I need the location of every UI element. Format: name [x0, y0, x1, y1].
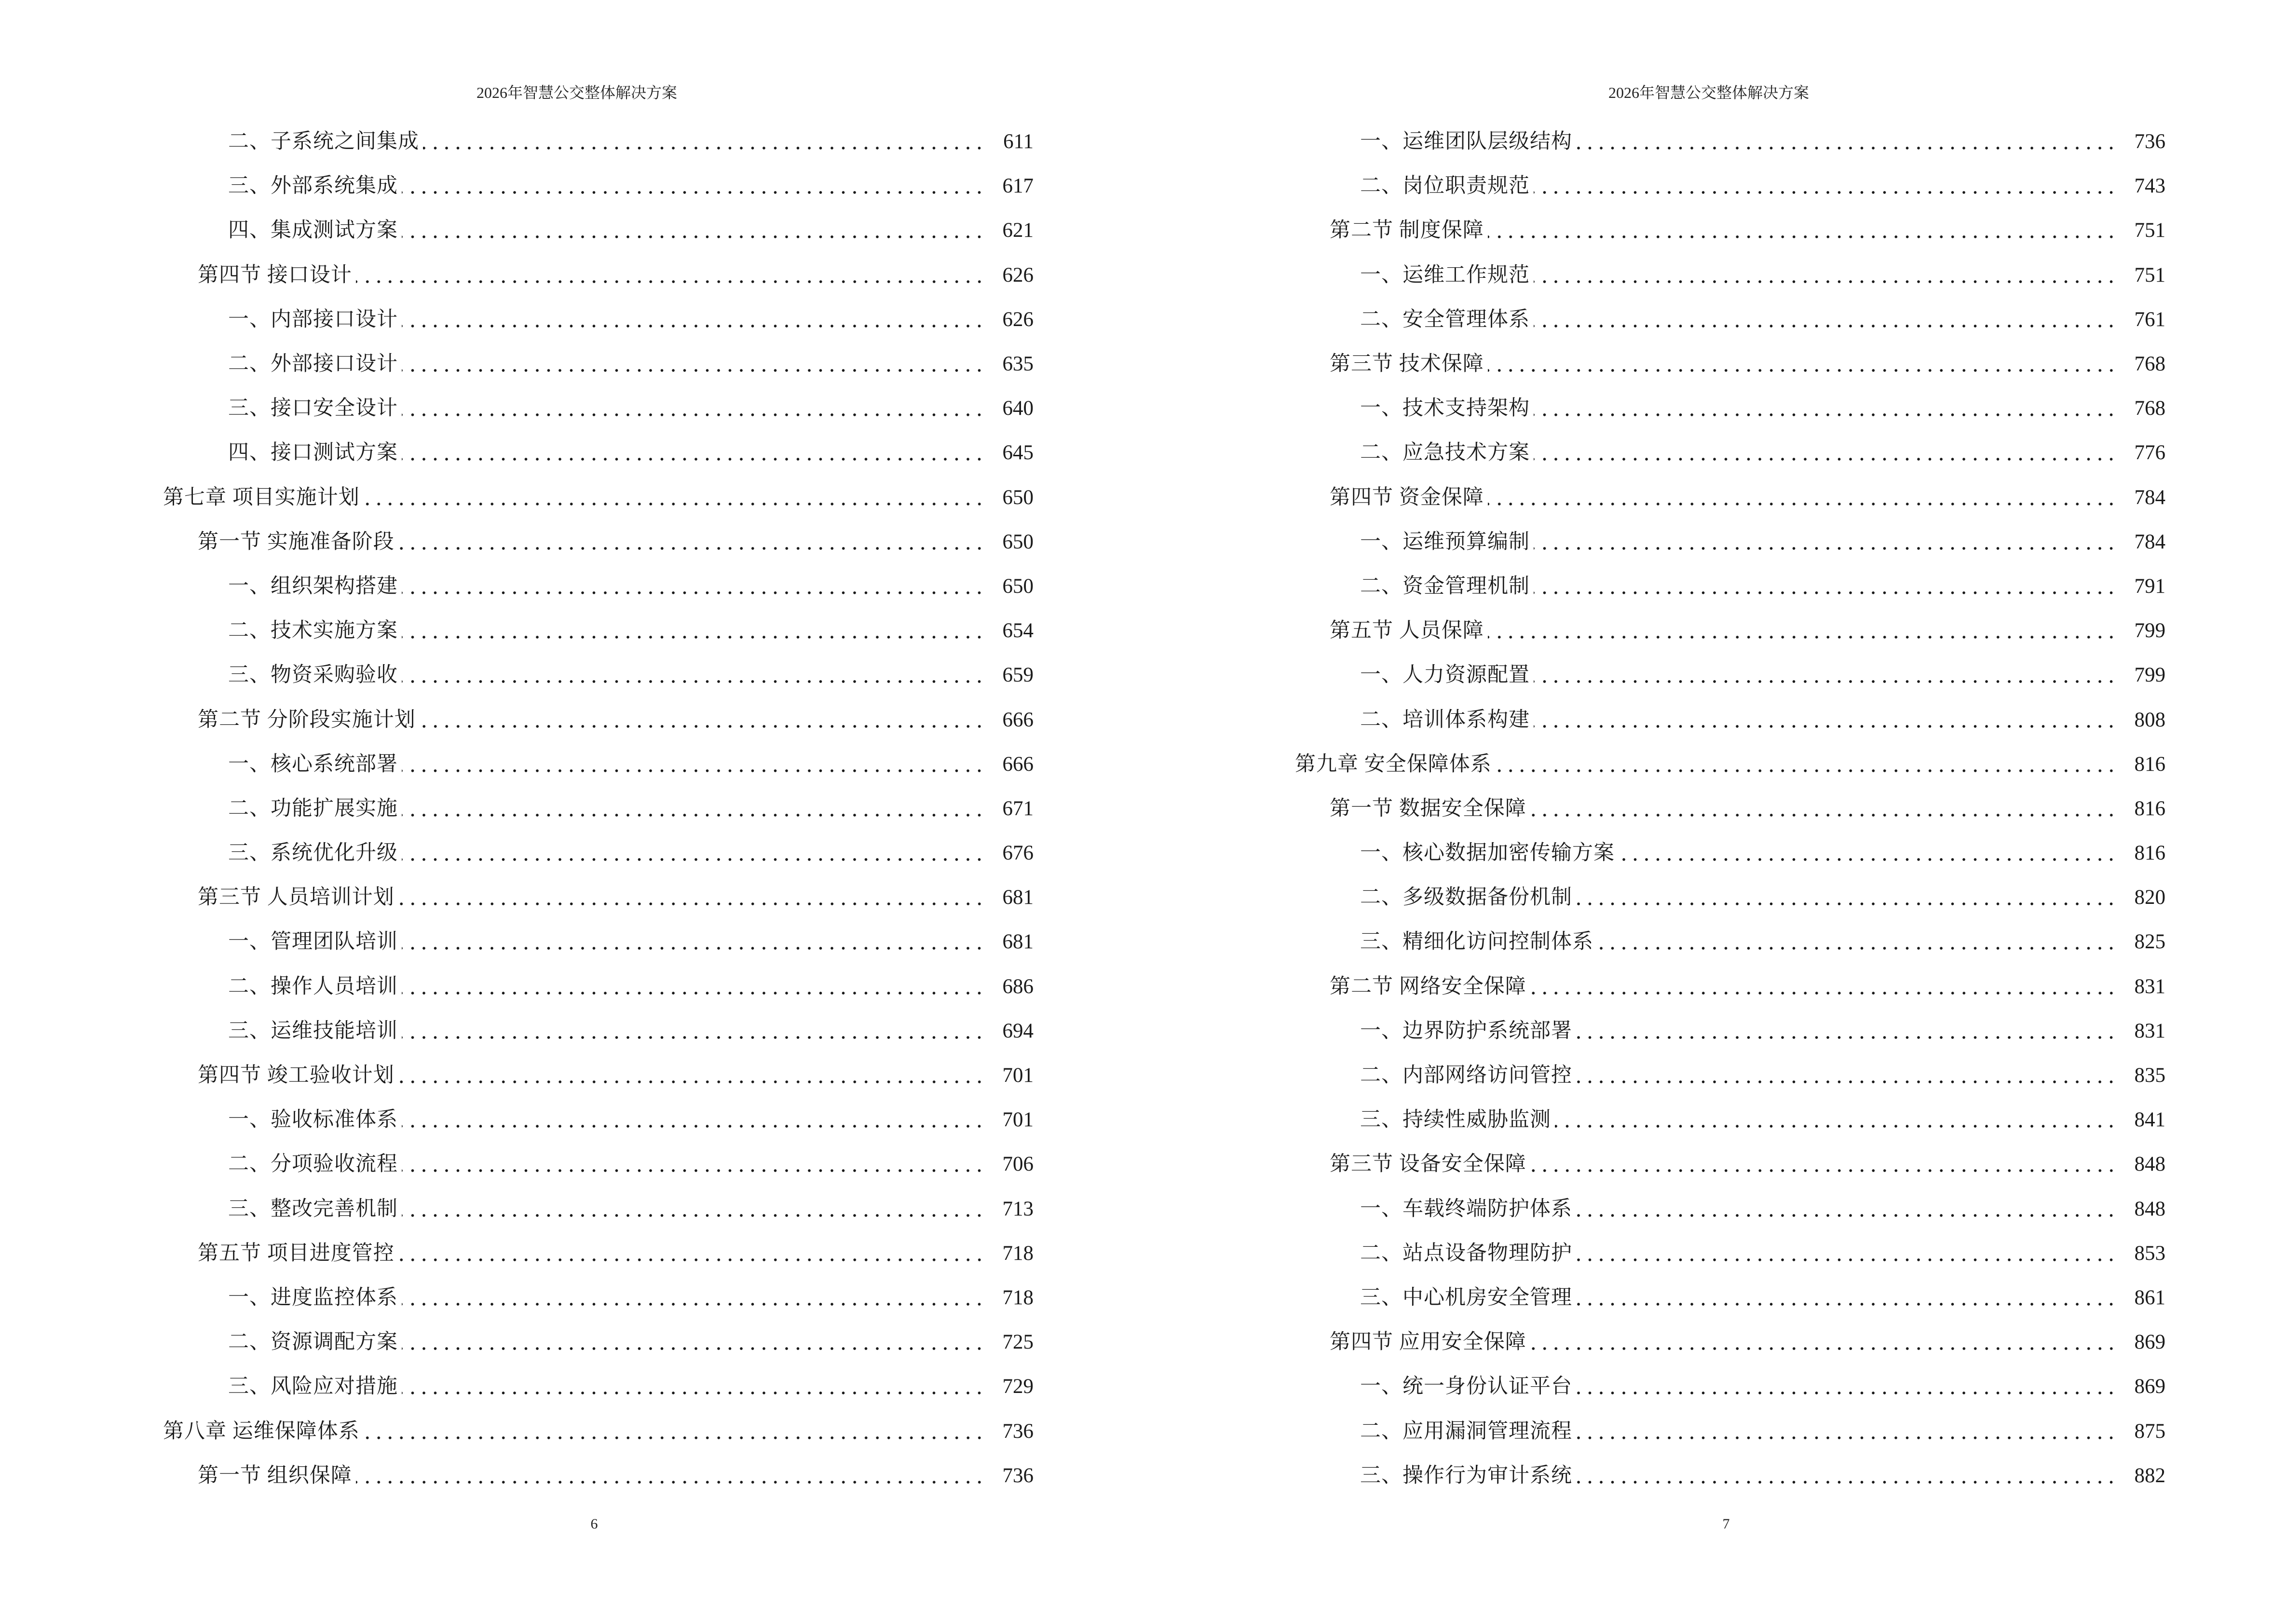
dot-leader: [1534, 661, 2121, 690]
dot-leader: [402, 1283, 989, 1312]
dot-leader: [398, 883, 989, 912]
toc-entry-page-number: 853: [2134, 1242, 2165, 1265]
toc-entry-title: 一、运维团队层级结构: [1360, 130, 1572, 153]
dot-leader: [1534, 572, 2121, 601]
dot-leader: [1488, 216, 2121, 245]
toc-entry-page-number: 718: [1002, 1242, 1034, 1265]
dot-leader: [398, 1239, 989, 1268]
toc-entry-page-number: 713: [1002, 1197, 1034, 1220]
toc-entry-section[interactable]: [0, 697, 1034, 742]
toc-entry-section[interactable]: [0, 1454, 1034, 1498]
toc-entry-title: 第二节 分阶段实施计划: [198, 708, 416, 731]
toc-entry-page-number: 831: [2134, 975, 2165, 998]
toc-entry-title: 一、进度监控体系: [228, 1286, 398, 1309]
toc-entry-page-number: 617: [1002, 175, 1034, 198]
toc-entry-page-number: 799: [2134, 664, 2165, 687]
toc-entry-section[interactable]: [0, 1231, 1034, 1276]
toc-entry-page-number: 736: [1002, 1419, 1034, 1443]
dot-leader: [402, 928, 989, 956]
toc-entry-page-number: 816: [2134, 842, 2165, 865]
toc-entry-page-number: 650: [1002, 574, 1034, 598]
toc-entry-title: 第四节 接口设计: [198, 263, 352, 287]
toc-entry-title: 三、接口安全设计: [228, 397, 398, 420]
toc-entry-page-number: 671: [1002, 797, 1034, 820]
toc-entry-item[interactable]: [0, 1276, 1034, 1320]
dot-leader: [402, 1150, 989, 1179]
toc-entry-page-number: 659: [1002, 664, 1034, 687]
dot-leader: [402, 1372, 989, 1401]
toc-entry-title: 三、操作行为审计系统: [1360, 1464, 1572, 1487]
toc-entry-page-number: 861: [2134, 1286, 2165, 1309]
toc-entry-page-number: 681: [1002, 886, 1034, 909]
toc-entry-item[interactable]: [1132, 1098, 2165, 1142]
toc-entry-title: 二、内部网络访问管控: [1360, 1064, 1572, 1087]
toc-entry-page-number: 825: [2134, 930, 2165, 954]
toc-entry-item[interactable]: [1132, 1231, 2165, 1276]
toc-entry-title: 一、组织架构搭建: [228, 574, 398, 598]
toc-entry-item[interactable]: [1132, 1454, 2165, 1498]
toc-entry-page-number: 808: [2134, 708, 2165, 731]
toc-entry-title: 二、技术实施方案: [228, 619, 398, 642]
toc-entry-chapter[interactable]: [0, 476, 1034, 520]
dot-leader: [1576, 127, 2121, 156]
dot-leader: [1576, 1372, 2121, 1401]
toc-entry-page-number: 686: [1002, 975, 1034, 998]
toc-entry-title: 第二节 制度保障: [1330, 219, 1484, 242]
toc-entry-page-number: 645: [1002, 441, 1034, 464]
toc-entry-item[interactable]: [0, 1320, 1034, 1365]
toc-entry-title: 第九章 安全保障体系: [1295, 752, 1492, 776]
toc-entry-page-number: 816: [2134, 797, 2165, 820]
dot-leader: [1534, 706, 2121, 735]
toc-entry-section[interactable]: [1132, 208, 2165, 253]
toc-entry-page-number: 875: [2134, 1419, 2165, 1443]
toc-entry-title: 三、整改完善机制: [228, 1197, 398, 1220]
toc-entry-title: 第七章 项目实施计划: [163, 486, 360, 509]
dot-leader: [402, 572, 989, 601]
toc-entry-title: 第五节 项目进度管控: [198, 1242, 395, 1265]
dot-leader: [398, 528, 989, 557]
toc-entry-title: 一、统一身份认证平台: [1360, 1375, 1572, 1398]
toc-entry-page-number: 736: [1002, 1464, 1034, 1487]
toc-entry-item[interactable]: [0, 920, 1034, 964]
dot-leader: [402, 1017, 989, 1046]
toc-entry-title: 一、验收标准体系: [228, 1108, 398, 1132]
toc-entry-item[interactable]: [0, 1142, 1034, 1187]
toc-entry-item[interactable]: [1132, 1276, 2165, 1320]
toc-entry-chapter[interactable]: [0, 1409, 1034, 1453]
dot-leader: [402, 1195, 989, 1224]
dot-leader: [423, 127, 989, 156]
toc-entry-section[interactable]: [1132, 965, 2165, 1009]
dot-leader: [1619, 839, 2121, 868]
dot-leader: [1576, 1417, 2121, 1446]
toc-entry-page-number: 848: [2134, 1153, 2165, 1176]
toc-entry-title: 二、安全管理体系: [1360, 308, 1530, 331]
dot-leader: [1576, 1017, 2121, 1046]
dot-leader: [1576, 1061, 2121, 1090]
toc-entry-section[interactable]: [1132, 1320, 2165, 1365]
toc-entry-page-number: 784: [2134, 486, 2165, 509]
toc-entry-item[interactable]: [1132, 1365, 2165, 1409]
dot-leader: [402, 661, 989, 690]
toc-entry-page-number: 701: [1002, 1064, 1034, 1087]
toc-entry-item[interactable]: [0, 1009, 1034, 1053]
toc-entry-title: 一、管理团队培训: [228, 930, 398, 954]
dot-leader: [1576, 1195, 2121, 1224]
toc-entry-item[interactable]: [1132, 298, 2165, 342]
toc-entry-item[interactable]: [0, 1098, 1034, 1142]
dot-leader: [1576, 1239, 2121, 1268]
dot-leader: [1496, 750, 2121, 779]
toc-entry-title: 二、多级数据备份机制: [1360, 886, 1572, 909]
dot-leader: [1530, 1328, 2121, 1357]
toc-entry-title: 三、物资采购验收: [228, 664, 398, 687]
toc-entry-title: 第五节 人员保障: [1330, 619, 1484, 642]
toc-entry-page-number: 626: [1002, 263, 1034, 287]
toc-entry-item[interactable]: [1132, 520, 2165, 564]
dot-leader: [402, 438, 989, 467]
toc-entry-item[interactable]: [1132, 653, 2165, 697]
dot-leader: [1576, 1283, 2121, 1312]
toc-entry-page-number: 761: [2134, 308, 2165, 331]
toc-entry-section[interactable]: [1132, 609, 2165, 653]
toc-entry-item[interactable]: [0, 342, 1034, 386]
toc-entry-title: 三、持续性威胁监测: [1360, 1108, 1551, 1132]
toc-entry-item[interactable]: [1132, 875, 2165, 920]
page-right: [1132, 0, 2275, 1624]
dot-leader: [402, 216, 989, 245]
toc-entry-item[interactable]: [0, 965, 1034, 1009]
toc-entry-item[interactable]: [1132, 1409, 2165, 1453]
toc-entry-item[interactable]: [1132, 431, 2165, 475]
dot-leader: [402, 839, 989, 868]
toc-entry-page-number: 799: [2134, 619, 2165, 642]
toc-entry-title: 三、系统优化升级: [228, 842, 398, 865]
toc-entry-title: 第八章 运维保障体系: [163, 1419, 360, 1443]
dot-leader: [1534, 438, 2121, 467]
dot-leader: [1530, 794, 2121, 823]
dot-leader: [364, 1417, 989, 1446]
toc-entry-item[interactable]: [0, 787, 1034, 831]
toc-entry-page-number: 882: [2134, 1464, 2165, 1487]
toc-entry-page-number: 681: [1002, 930, 1034, 954]
dot-leader: [356, 1461, 989, 1490]
toc-entry-page-number: 621: [1002, 219, 1034, 242]
toc-entry-item[interactable]: [1132, 164, 2165, 208]
dot-leader: [1534, 261, 2121, 290]
toc-entry-item[interactable]: [0, 742, 1034, 787]
dot-leader: [364, 483, 989, 512]
toc-entry-section[interactable]: [1132, 342, 2165, 386]
toc-entry-title: 一、车载终端防护体系: [1360, 1197, 1572, 1220]
toc-list: [0, 120, 1034, 1498]
dot-leader: [402, 350, 989, 379]
toc-entry-page-number: 848: [2134, 1197, 2165, 1220]
toc-entry-title: 第一节 实施准备阶段: [198, 530, 395, 553]
toc-entry-title: 第一节 组织保障: [198, 1464, 352, 1487]
toc-entry-title: 四、接口测试方案: [228, 441, 398, 464]
toc-entry-title: 三、精细化访问控制体系: [1360, 930, 1593, 954]
toc-entry-item[interactable]: [0, 1365, 1034, 1409]
toc-entry-title: 二、外部接口设计: [228, 353, 398, 376]
toc-entry-title: 第四节 资金保障: [1330, 486, 1484, 509]
page-header: 2026年智慧公交整体解决方案: [1608, 84, 1809, 101]
toc-entry-page-number: 694: [1002, 1019, 1034, 1042]
dot-leader: [1488, 350, 2121, 379]
toc-entry-title: 第二节 网络安全保障: [1330, 975, 1526, 998]
toc-entry-title: 二、培训体系构建: [1360, 708, 1530, 731]
toc-entry-page-number: 650: [1002, 486, 1034, 509]
toc-entry-title: 二、应急技术方案: [1360, 441, 1530, 464]
dot-leader: [1576, 883, 2121, 912]
toc-entry-item[interactable]: [0, 431, 1034, 475]
toc-entry-item[interactable]: [0, 120, 1034, 164]
toc-entry-page-number: 784: [2134, 530, 2165, 553]
toc-entry-title: 二、岗位职责规范: [1360, 175, 1530, 198]
toc-entry-page-number: 676: [1002, 842, 1034, 865]
toc-entry-item[interactable]: [0, 609, 1034, 653]
toc-entry-title: 第一节 数据安全保障: [1330, 797, 1526, 820]
toc-entry-title: 三、中心机房安全管理: [1360, 1286, 1572, 1309]
dot-leader: [402, 750, 989, 779]
toc-entry-page-number: 751: [2134, 219, 2165, 242]
toc-entry-page-number: 666: [1002, 708, 1034, 731]
dot-leader: [402, 1105, 989, 1134]
dot-leader: [1555, 1105, 2121, 1134]
dot-leader: [1576, 1461, 2121, 1490]
page-number-footer: 7: [1722, 1516, 1730, 1532]
toc-entry-title: 三、外部系统集成: [228, 175, 398, 198]
toc-entry-title: 二、分项验收流程: [228, 1153, 398, 1176]
toc-entry-page-number: 835: [2134, 1064, 2165, 1087]
toc-entry-page-number: 768: [2134, 353, 2165, 376]
toc-entry-title: 二、站点设备物理防护: [1360, 1242, 1572, 1265]
toc-entry-item[interactable]: [0, 831, 1034, 875]
dot-leader: [420, 706, 989, 735]
toc-entry-page-number: 736: [2134, 130, 2165, 153]
toc-entry-item[interactable]: [0, 1187, 1034, 1231]
toc-entry-title: 四、集成测试方案: [228, 219, 398, 242]
dot-leader: [1597, 928, 2121, 956]
dot-leader: [1488, 616, 2121, 645]
toc-entry-item[interactable]: [1132, 920, 2165, 964]
toc-entry-title: 一、运维预算编制: [1360, 530, 1530, 553]
toc-entry-page-number: 776: [2134, 441, 2165, 464]
toc-entry-item[interactable]: [1132, 386, 2165, 431]
toc-entry-item[interactable]: [0, 208, 1034, 253]
toc-entry-page-number: 635: [1002, 353, 1034, 376]
dot-leader: [1534, 394, 2121, 423]
toc-entry-title: 二、应用漏洞管理流程: [1360, 1419, 1572, 1443]
dot-leader: [1488, 483, 2121, 512]
toc-entry-title: 一、边界防护系统部署: [1360, 1019, 1572, 1042]
toc-entry-title: 一、核心数据加密传输方案: [1360, 842, 1615, 865]
toc-entry-page-number: 869: [2134, 1331, 2165, 1354]
toc-entry-page-number: 820: [2134, 886, 2165, 909]
toc-entry-title: 二、操作人员培训: [228, 975, 398, 998]
toc-entry-section[interactable]: [0, 520, 1034, 564]
dot-leader: [402, 616, 989, 645]
dot-leader: [1534, 305, 2121, 334]
toc-entry-page-number: 626: [1002, 308, 1034, 331]
toc-entry-title: 第三节 技术保障: [1330, 353, 1484, 376]
toc-entry-title: 第四节 应用安全保障: [1330, 1331, 1526, 1354]
toc-entry-page-number: 666: [1002, 752, 1034, 776]
toc-entry-page-number: 791: [2134, 574, 2165, 598]
toc-entry-section[interactable]: [1132, 787, 2165, 831]
toc-entry-page-number: 729: [1002, 1375, 1034, 1398]
toc-entry-item[interactable]: [0, 653, 1034, 697]
toc-entry-title: 二、功能扩展实施: [228, 797, 398, 820]
dot-leader: [402, 172, 989, 201]
toc-entry-title: 一、人力资源配置: [1360, 664, 1530, 687]
dot-leader: [402, 394, 989, 423]
toc-entry-item[interactable]: [1132, 1053, 2165, 1098]
toc-entry-page-number: 654: [1002, 619, 1034, 642]
toc-entry-item[interactable]: [1132, 1009, 2165, 1053]
toc-entry-title: 三、运维技能培训: [228, 1019, 398, 1042]
toc-entry-item[interactable]: [1132, 1187, 2165, 1231]
toc-entry-title: 第四节 竣工验收计划: [198, 1064, 395, 1087]
toc-entry-item[interactable]: [1132, 831, 2165, 875]
dot-leader: [1534, 528, 2121, 557]
toc-entry-section[interactable]: [1132, 1142, 2165, 1187]
toc-entry-page-number: 743: [2134, 175, 2165, 198]
toc-entry-page-number: 718: [1002, 1286, 1034, 1309]
toc-entry-title: 一、核心系统部署: [228, 752, 398, 776]
dot-leader: [398, 1061, 989, 1090]
toc-entry-item[interactable]: [0, 164, 1034, 208]
toc-entry-title: 三、风险应对措施: [228, 1375, 398, 1398]
toc-entry-section[interactable]: [1132, 476, 2165, 520]
dot-leader: [402, 1328, 989, 1357]
toc-entry-page-number: 841: [2134, 1108, 2165, 1132]
toc-entry-page-number: 725: [1002, 1331, 1034, 1354]
toc-entry-item[interactable]: [1132, 697, 2165, 742]
toc-entry-title: 第三节 人员培训计划: [198, 886, 395, 909]
toc-entry-page-number: 706: [1002, 1153, 1034, 1176]
toc-entry-chapter[interactable]: [1132, 742, 2165, 787]
dot-leader: [1530, 972, 2121, 1001]
page-number-footer: 6: [590, 1516, 598, 1532]
toc-entry-item[interactable]: [0, 386, 1034, 431]
toc-entry-item[interactable]: [1132, 564, 2165, 609]
dot-leader: [1534, 172, 2121, 201]
dot-leader: [356, 261, 989, 290]
toc-entry-page-number: 650: [1002, 530, 1034, 553]
toc-entry-page-number: 751: [2134, 263, 2165, 287]
page-header: 2026年智慧公交整体解决方案: [476, 84, 677, 101]
toc-entry-item[interactable]: [0, 564, 1034, 609]
dot-leader: [402, 794, 989, 823]
toc-entry-page-number: 816: [2134, 752, 2165, 776]
toc-entry-page-number: 831: [2134, 1019, 2165, 1042]
dot-leader: [402, 972, 989, 1001]
dot-leader: [402, 305, 989, 334]
dot-leader: [1530, 1150, 2121, 1179]
toc-entry-item[interactable]: [0, 298, 1034, 342]
toc-entry-title: 二、资源调配方案: [228, 1331, 398, 1354]
toc-entry-page-number: 768: [2134, 397, 2165, 420]
toc-entry-title: 第三节 设备安全保障: [1330, 1153, 1526, 1176]
toc-entry-title: 一、技术支持架构: [1360, 397, 1530, 420]
toc-entry-title: 二、资金管理机制: [1360, 574, 1530, 598]
toc-entry-title: 一、内部接口设计: [228, 308, 398, 331]
toc-entry-page-number: 611: [1003, 130, 1034, 153]
toc-entry-item[interactable]: [1132, 120, 2165, 164]
toc-list: [1132, 120, 2165, 1498]
toc-entry-section[interactable]: [0, 253, 1034, 298]
toc-entry-title: 二、子系统之间集成: [228, 130, 419, 153]
toc-entry-section[interactable]: [0, 1053, 1034, 1098]
toc-entry-item[interactable]: [1132, 253, 2165, 298]
toc-entry-page-number: 640: [1002, 397, 1034, 420]
toc-entry-page-number: 869: [2134, 1375, 2165, 1398]
toc-entry-section[interactable]: [0, 875, 1034, 920]
toc-entry-page-number: 701: [1002, 1108, 1034, 1132]
toc-entry-title: 一、运维工作规范: [1360, 263, 1530, 287]
